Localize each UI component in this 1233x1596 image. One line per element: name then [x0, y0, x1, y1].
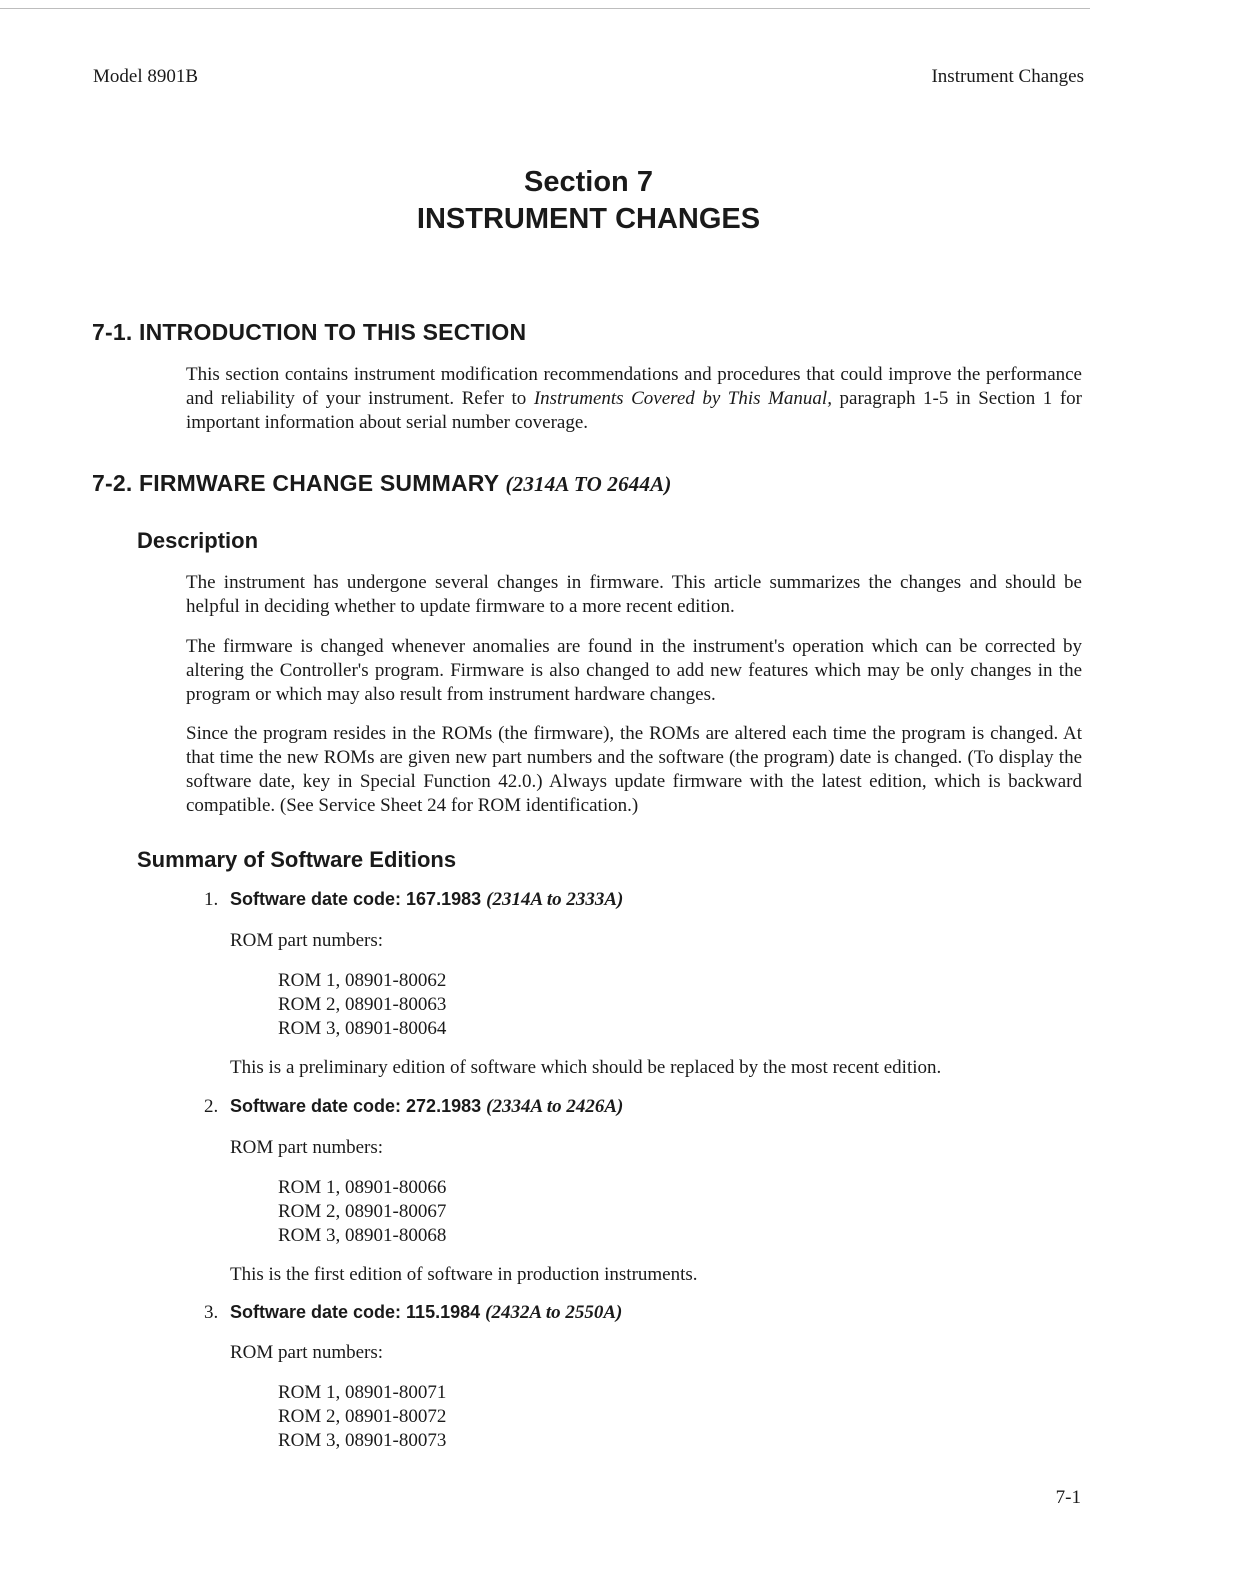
edition-3-range: (2432A to 2550A): [485, 1302, 623, 1323]
edition-1-range: (2314A to 2333A): [486, 889, 624, 910]
edition-3-heading: [204, 1302, 622, 1324]
description-paragraph-3: Since the program resides in the ROMs (the firmware), the ROMs are altered each time the program is changed. At that time the new ROMs are given new part numbers and the software (the program) date is changed. (To display the software date, key in Special Function 42.0.) Always update firmware with the latest edition, which is backward compatible. (See Service Sheet 24 for ROM identification.): [186, 723, 1082, 816]
rom-entry: ROM 2, 08901-80067: [278, 1201, 447, 1222]
edition-2-heading: [204, 1096, 623, 1118]
edition-1-rom-list: [278, 969, 446, 1041]
rom-entry: ROM 3, 08901-80073: [278, 1430, 447, 1451]
edition-1-note: This is a preliminary edition of software which should be replaced by the most recent edition.: [230, 1057, 942, 1078]
edition-2-rom-list: [278, 1176, 446, 1248]
intro-paragraph: [186, 363, 1082, 435]
heading-firmware-change-summary: [92, 470, 672, 497]
edition-2-range: (2334A to 2426A): [486, 1096, 624, 1117]
section-number: Section 7: [524, 166, 653, 198]
edition-1-rom-label: ROM part numbers:: [230, 930, 384, 951]
section-title: INSTRUMENT CHANGES: [416, 203, 761, 235]
edition-2-number: 2.: [204, 1096, 219, 1117]
rom-entry: ROM 1, 08901-80071: [278, 1382, 447, 1403]
firmware-heading-range: (2314A TO 2644A): [505, 472, 672, 496]
description-paragraph-1: The instrument has undergone several changes in firmware. This article summarizes the changes and should be helpful in deciding whether to update firmware to a more recent edition.: [186, 572, 1082, 617]
description-paragraph-2: The firmware is changed whenever anomalies are found in the instrument's operation which can be corrected by altering the Controller's program. Firmware is also changed to add new features which may be only changes in the program or which may also result from instrument hardware changes.: [186, 636, 1082, 705]
rom-entry: ROM 2, 08901-80072: [278, 1406, 447, 1427]
top-rule: [0, 8, 1090, 9]
edition-2-note: This is the first edition of software in production instruments.: [230, 1264, 698, 1285]
rom-entry: ROM 3, 08901-80068: [278, 1225, 447, 1246]
edition-3-rom-list: [278, 1381, 446, 1453]
intro-text-a: This section contains instrument modification recommendations and procedures that could improve the performance and reliability of your instrument. Refer to: [186, 364, 1082, 409]
intro-text-b: paragraph 1-5 in Section 1 for important information about serial number coverage.: [186, 388, 1082, 433]
edition-3-label: Software date code: 115.1984: [230, 1302, 486, 1322]
running-header-model: Model 8901B: [93, 66, 199, 87]
edition-2-rom-label: ROM part numbers:: [230, 1137, 384, 1158]
edition-3-rom-label: ROM part numbers:: [230, 1342, 384, 1363]
page-number: 7-1: [1055, 1487, 1081, 1508]
edition-1-number: 1.: [204, 889, 219, 910]
edition-1-label: Software date code: 167.1983: [230, 889, 487, 909]
rom-entry: ROM 1, 08901-80066: [278, 1177, 447, 1198]
rom-entry: ROM 3, 08901-80064: [278, 1018, 447, 1039]
edition-1-heading: [204, 889, 623, 911]
intro-text-italic: Instruments Covered by This Manual,: [533, 388, 832, 409]
edition-3-number: 3.: [204, 1302, 219, 1323]
running-header-chapter: Instrument Changes: [931, 66, 1084, 87]
edition-2-label: Software date code: 272.1983: [230, 1096, 487, 1116]
heading-introduction: 7-1. INTRODUCTION TO THIS SECTION: [92, 319, 527, 345]
firmware-heading-text: 7-2. FIRMWARE CHANGE SUMMARY: [92, 470, 506, 496]
heading-description: Description: [137, 528, 259, 553]
rom-entry: ROM 1, 08901-80062: [278, 970, 447, 991]
rom-entry: ROM 2, 08901-80063: [278, 994, 447, 1015]
heading-summary-of-software-editions: Summary of Software Editions: [137, 847, 457, 872]
